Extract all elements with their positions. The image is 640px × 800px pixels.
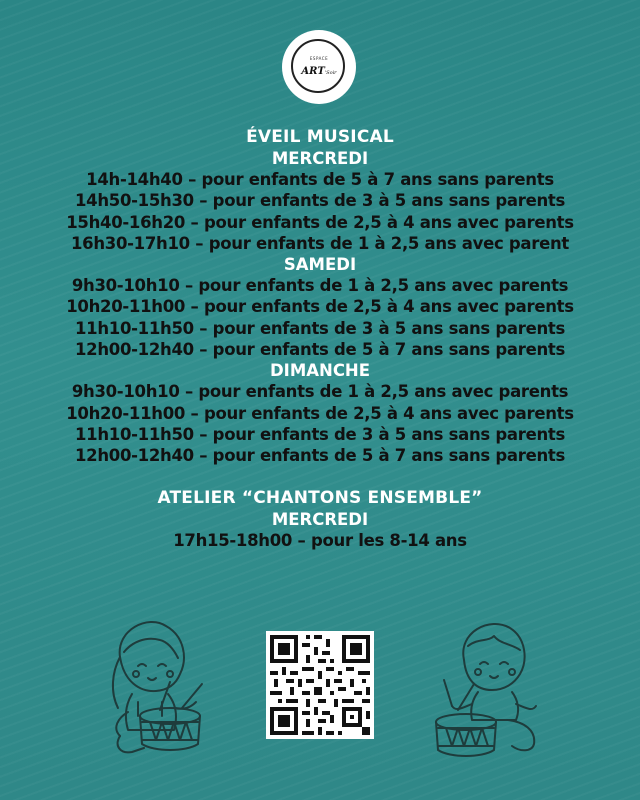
logo xyxy=(282,30,356,104)
atelier-day: MERCREDI xyxy=(271,509,369,529)
girl-drum-icon xyxy=(98,612,218,762)
session-line: 11h10-11h50 – pour enfants de 3 à 5 ans sans parents xyxy=(74,424,566,444)
session-line: 14h50-15h30 – pour enfants de 3 à 5 ans sans parents xyxy=(74,191,566,211)
day-samedi: SAMEDI xyxy=(283,255,357,275)
session-line: 14h-14h40 – pour enfants de 5 à 7 ans sans parents xyxy=(86,170,554,189)
session-line: 9h30-10h10 – pour enfants de 1 à 2,5 ans avec parents xyxy=(71,276,569,296)
logo-suffix: 'Soir xyxy=(324,70,337,76)
logo-art: ART xyxy=(301,66,325,77)
schedule xyxy=(0,127,640,551)
atelier-title: ATELIER “CHANTONS ENSEMBLE” xyxy=(157,487,483,508)
day-mercredi: MERCREDI xyxy=(271,149,369,168)
day-dimanche: DIMANCHE xyxy=(269,361,371,381)
eveil-title: ÉVEIL MUSICAL xyxy=(246,127,394,147)
qr-code-icon xyxy=(266,631,374,739)
boy-drum-icon xyxy=(428,610,548,765)
session-line: 9h30-10h10 – pour enfants de 1 à 2,5 ans avec parents xyxy=(71,382,569,402)
session-line: 12h00-12h40 – pour enfants de 5 à 7 ans sans parents xyxy=(74,340,566,360)
session-line: 12h00-12h40 – pour enfants de 5 à 7 ans sans parents xyxy=(74,446,566,466)
logo-small-text: ESPACE xyxy=(309,56,329,61)
logo-text xyxy=(301,57,336,77)
session-line: 10h20-11h00 – pour enfants de 2,5 à 4 ans avec parents xyxy=(66,297,574,317)
atelier-session: 17h15-18h00 – pour les 8-14 ans xyxy=(173,530,467,550)
session-line: 15h40-16h20 – pour enfants de 2,5 à 4 ans avec parents xyxy=(66,212,574,232)
session-line: 11h10-11h50 – pour enfants de 3 à 5 ans sans parents xyxy=(74,318,566,338)
spacer xyxy=(0,467,640,488)
session-line: 16h30-17h10 – pour enfants de 1 à 2,5 ans avec parent xyxy=(70,233,570,253)
logo-big-text xyxy=(301,66,336,77)
session-line: 10h20-11h00 – pour enfants de 2,5 à 4 ans avec parents xyxy=(66,403,574,423)
